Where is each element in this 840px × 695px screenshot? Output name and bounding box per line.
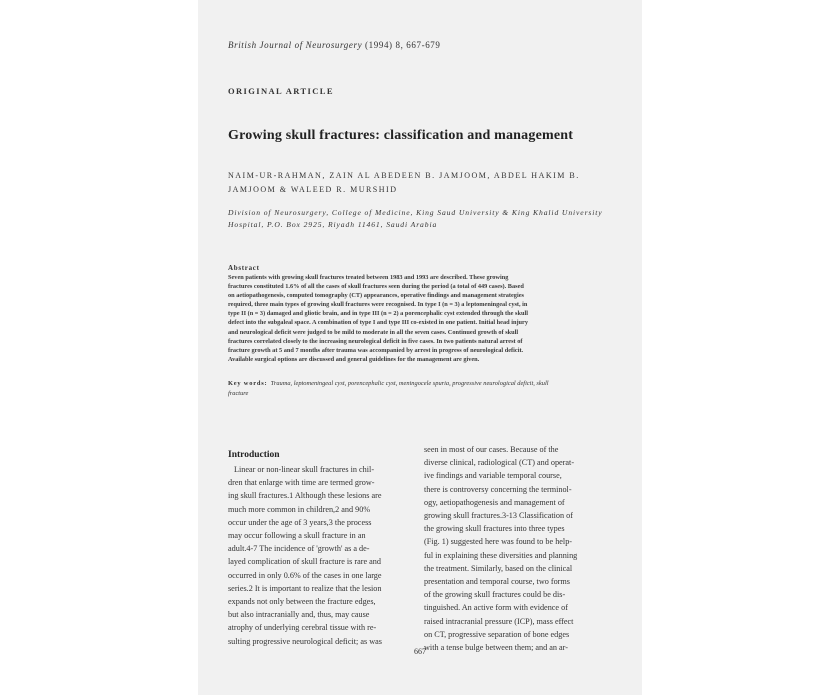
body-line: atrophy of underlying cerebral tissue with re- (228, 623, 377, 633)
body-line: on CT, progressive separation of bone edges (424, 629, 570, 639)
keywords-line (228, 379, 618, 389)
body-line: of the growing skull fractures could be dis- (424, 590, 566, 600)
abstract-line: fracture growth at 5 and 7 months after trauma was accompanied by arrest in progress of neurological deficit. (228, 346, 524, 354)
keywords (228, 379, 618, 399)
author-line: NAIM-UR-RAHMAN, ZAIN AL ABEDEEN B. JAMJOOM, ABDEL HAKIM B. (228, 171, 580, 180)
article-title: Growing skull fractures: classification and management (228, 128, 574, 143)
body-line: much more common in children,2 and 90% (228, 504, 371, 514)
abstract-body (228, 273, 616, 364)
author-list (228, 169, 580, 197)
body-line: (Fig. 1) suggested here was found to be help- (424, 537, 573, 547)
abstract-line: required, three main types of growing skull fractures were recognised. In type I (n = 3) a leptomeningeal cyst, in (228, 301, 528, 309)
abstract-line: Available surgical options are discussed and general guidelines for the management are given. (228, 355, 480, 363)
keywords-continuation: fracture (228, 390, 249, 397)
body-line: occur under the age of 3 years,3 the process (228, 517, 372, 527)
body-line: ful in explaining these diversities and planning (424, 550, 578, 560)
body-line: Linear or non-linear skull fractures in chil- (234, 465, 375, 474)
abstract-line: defect into the subgaleal space. A combination of type I and type III co-existed in one patient. Initial head injury (228, 319, 528, 327)
body-line: expands not only between the fracture edges, (228, 597, 376, 607)
body-line: seen in most of our cases. Because of the (424, 445, 559, 454)
body-line: the treatment. Similarly, based on the clinical (424, 563, 573, 573)
page-number: 667 (414, 647, 426, 656)
author-line: JAMJOOM & WALEED R. MURSHID (228, 185, 398, 194)
body-line: series.2 It is important to realize that the lesion (228, 583, 382, 593)
body-line: the growing skull fractures into three types (424, 524, 565, 534)
body-line: there is controversy concerning the terminol- (424, 484, 572, 494)
body-line: dren that enlarge with time are termed grow- (228, 478, 375, 488)
body-line: occurred in only 0.6% of the cases in one large (228, 570, 382, 580)
journal-info: (1994) 8, 667-679 (365, 40, 441, 50)
abstract-line: fractures correlated closely to the increasing neurological deficit in five cases. In two patients natural arrest of (228, 337, 523, 345)
body-line: but also intracranially and, thus, may cause (228, 610, 370, 620)
journal-name: British Journal of Neurosurgery (228, 40, 363, 50)
affiliation-line: Division of Neurosurgery, College of Medicine, King Saud University & King Khalid University (228, 208, 603, 217)
section-heading-introduction: Introduction (228, 450, 280, 460)
body-line: adult.4-7 The incidence of 'growth' as a de- (228, 544, 370, 554)
journal-citation (228, 40, 441, 50)
body-line: ogy, aetiopathogenesis and management of (424, 497, 565, 507)
body-line: tinguished. An active form with evidence of (424, 603, 568, 613)
body-line: ing skull fractures.1 Although these lesions are (228, 491, 382, 501)
abstract-line: fractures constituted 1.6% of all the cases of skull fractures seen during the period (a total of 449 cases). Based (228, 283, 524, 291)
body-line: may occur following a skull fracture in an (228, 531, 366, 541)
affiliation-line: Hospital, P.O. Box 2925, Riyadh 11461, Saudi Arabia (228, 220, 438, 229)
body-line: growing skull fractures.3-13 Classification of (424, 511, 573, 521)
body-line: ive findings and variable temporal course, (424, 471, 562, 481)
body-column-left (228, 463, 418, 648)
abstract-line: on aetiopathogenesis, computed tomography (CT) appearances, operative findings and management strategies (228, 292, 524, 300)
keywords-values: Trauma, leptomeningeal cyst, porencephalic cyst, meningocele spuria, progressive neurological deficit, skull (270, 380, 549, 387)
body-line: diverse clinical, radiological (CT) and operat- (424, 458, 575, 468)
abstract-line: and neurological deficit were judged to be mild to moderate in all the seven cases. Continued growth of skull (228, 328, 519, 336)
article-type: ORIGINAL ARTICLE (228, 86, 334, 96)
body-line: raised intracranial pressure (ICP), mass effect (424, 616, 574, 626)
body-line: with a tense bulge between them; and an ar- (424, 643, 568, 653)
keywords-label: Key words: (228, 380, 268, 387)
affiliation (228, 207, 603, 231)
abstract-heading: Abstract (228, 264, 260, 272)
abstract-line: Seven patients with growing skull fractures treated between 1983 and 1993 are described. These growing (228, 274, 509, 281)
body-line: sulting progressive neurological deficit; as was (228, 636, 382, 646)
body-line: layed complication of skull fracture is rare and (228, 557, 381, 567)
body-line: presentation and temporal course, two forms (424, 577, 570, 587)
body-column-right (424, 443, 618, 654)
abstract-line: type II (n = 3) damaged and gliotic brain, and in type III (n = 2) a porencephalic cyst extended through the skull (228, 310, 528, 318)
